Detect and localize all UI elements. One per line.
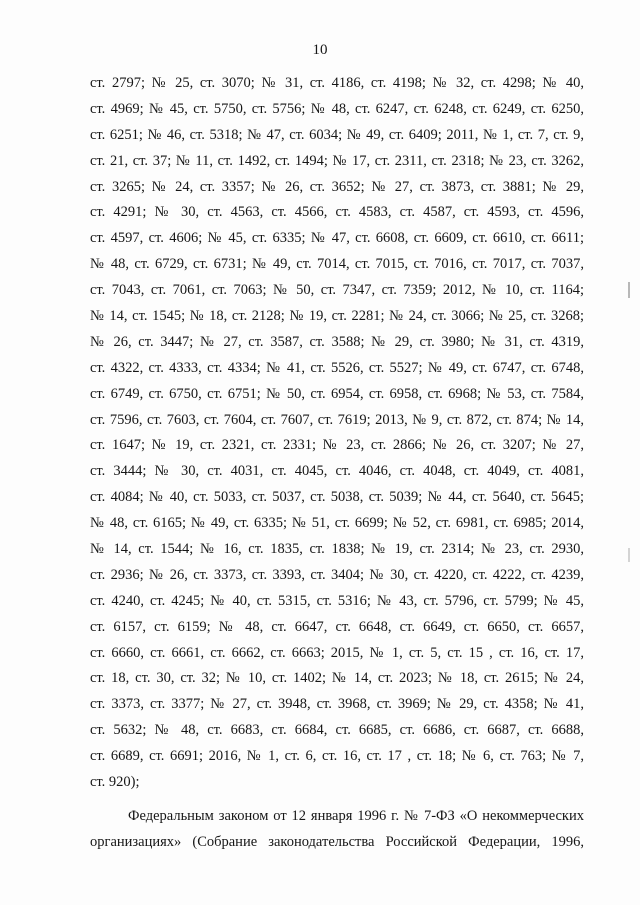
text-line: № 48, ст. 6729, ст. 6731; № 49, ст. 7014, ст. 7015, ст. 7016, ст. 7017, ст. 7037, [90,256,584,273]
text-line: ст. 6689, ст. 6691; 2016, № 1, ст. 6, ст. 16, ст. 17 , ст. 18; № 6, ст. 763; № 7, [90,748,584,765]
text-line: ст. 920); [90,774,140,791]
text-line: № 14, ст. 1545; № 18, ст. 2128; № 19, ст. 2281; № 24, ст. 3066; № 25, ст. 3268; [90,308,584,325]
text-line: ст. 6251; № 46, ст. 5318; № 47, ст. 6034; № 49, ст. 6409; 2011, № 1, ст. 7, ст. 9, [90,126,584,143]
text-line: ст. 6660, ст. 6661, ст. 6662, ст. 6663; 2015, № 1, ст. 5, ст. 15 , ст. 16, ст. 17, [90,644,584,661]
text-line: ст. 2797; № 25, ст. 3070; № 31, ст. 4186, ст. 4198; № 32, ст. 4298; № 40, [90,75,584,91]
text-line: № 14, ст. 1544; № 16, ст. 1835, ст. 1838; № 19, ст. 2314; № 23, ст. 2930, [90,541,584,558]
text-line: ст. 4597, ст. 4606; № 45, ст. 6335; № 47, ст. 6608, ст. 6609, ст. 6610, ст. 6611; [90,230,584,247]
text-line: ст. 3444; № 30, ст. 4031, ст. 4045, ст. 4046, ст. 4048, ст. 4049, ст. 4081, [90,463,584,480]
text-line: ст. 6749, ст. 6750, ст. 6751; № 50, ст. 6954, ст. 6958, ст. 6968; № 53, ст. 7584, [90,385,584,402]
text-line: ст. 7596, ст. 7603, ст. 7604, ст. 7607, ст. 7619; 2013, № 9, ст. 872, ст. 874; № 14, [90,411,584,428]
text-line: ст. 1647; № 19, ст. 2321, ст. 2331; № 23, ст. 2866; № 26, ст. 3207; № 27, [90,437,584,454]
paragraph-citations [90,71,584,796]
text-line: ст. 4291; № 30, ст. 4563, ст. 4566, ст. 4583, ст. 4587, ст. 4593, ст. 4596, [90,204,584,221]
text-line: Федеральным законом от 12 января 1996 г. № 7-ФЗ «О некоммерческих [128,807,584,824]
paragraph-gap [90,796,584,804]
text-line: ст. 18, ст. 30, ст. 32; № 10, ст. 1402; № 14, ст. 2023; № 18, ст. 2615; № 24, [90,670,584,687]
text-line: ст. 5632; № 48, ст. 6683, ст. 6684, ст. 6685, ст. 6686, ст. 6687, ст. 6688, [90,722,584,739]
text-line: ст. 4322, ст. 4333, ст. 4334; № 41, ст. 5526, ст. 5527; № 49, ст. 6747, ст. 6748, [90,359,584,376]
body-text [90,71,584,856]
text-line: ст. 2936; № 26, ст. 3373, ст. 3393, ст. 3404; № 30, ст. 4220, ст. 4222, ст. 4239, [90,566,584,583]
paragraph-federal-law [90,804,584,856]
text-line: ст. 4084; № 40, ст. 5033, ст. 5037, ст. 5038, ст. 5039; № 44, ст. 5640, ст. 5645; [90,489,584,506]
text-line: ст. 21, ст. 37; № 11, ст. 1492, ст. 1494; № 17, ст. 2311, ст. 2318; № 23, ст. 3262, [90,152,584,169]
text-line: организациях» (Собрание законодательства Российской Федерации, 1996, [90,833,584,850]
text-line: ст. 6157, ст. 6159; № 48, ст. 6647, ст. 6648, ст. 6649, ст. 6650, ст. 6657, [90,618,584,635]
text-line: ст. 4240, ст. 4245; № 40, ст. 5315, ст. 5316; № 43, ст. 5796, ст. 5799; № 45, [90,592,584,609]
text-line: № 26, ст. 3447; № 27, ст. 3587, ст. 3588; № 29, ст. 3980; № 31, ст. 4319, [90,333,584,350]
text-line: ст. 4969; № 45, ст. 5750, ст. 5756; № 48, ст. 6247, ст. 6248, ст. 6249, ст. 6250, [90,100,584,117]
text-line: № 48, ст. 6165; № 49, ст. 6335; № 51, ст. 6699; № 52, ст. 6981, ст. 6985; 2014, [90,515,584,532]
scan-edge-mark [628,548,630,562]
text-line: ст. 3373, ст. 3377; № 27, ст. 3948, ст. 3968, ст. 3969; № 29, ст. 4358; № 41, [90,696,584,713]
text-line: ст. 3265; № 24, ст. 3357; № 26, ст. 3652; № 27, ст. 3873, ст. 3881; № 29, [90,178,584,195]
scan-edge-mark [628,282,630,298]
text-line: ст. 7043, ст. 7061, ст. 7063; № 50, ст. 7347, ст. 7359; 2012, № 10, ст. 1164; [90,282,584,299]
page-number: 10 [312,42,328,58]
